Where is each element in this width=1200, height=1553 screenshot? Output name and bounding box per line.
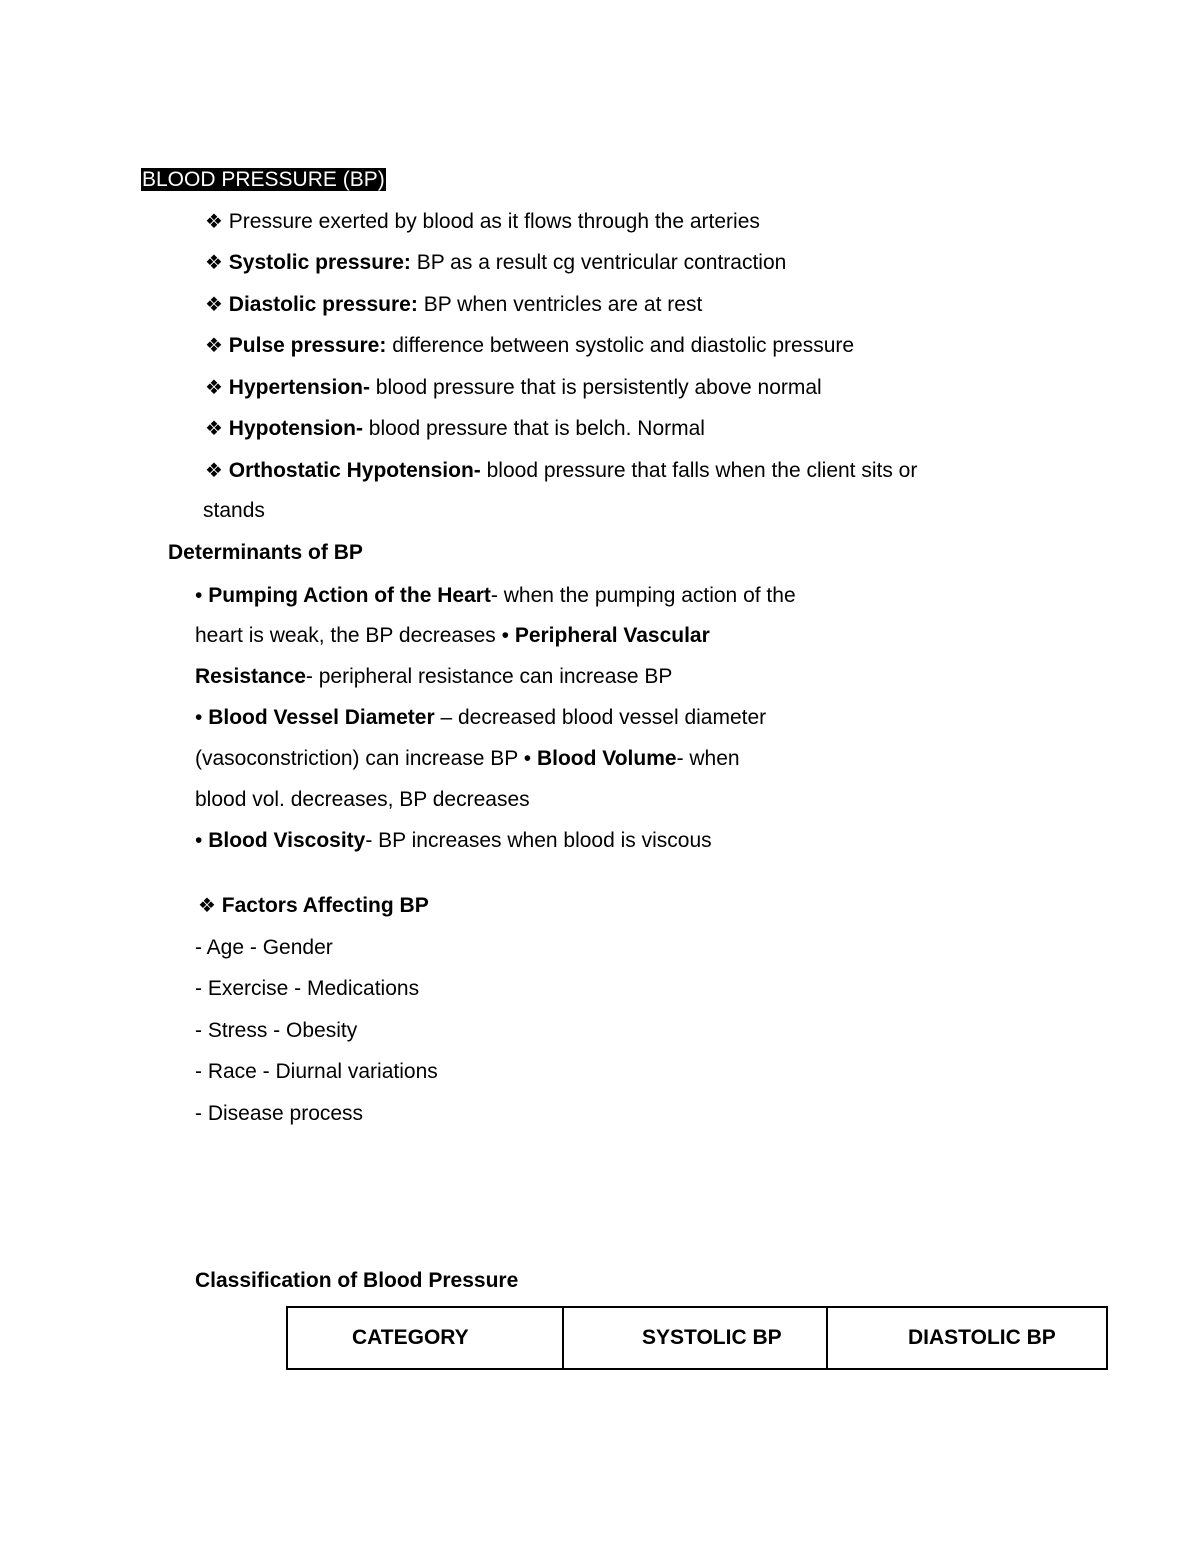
factor-item: - Stress - Obesity bbox=[195, 1019, 358, 1042]
determinant-text: heart is weak, the BP decreases bbox=[195, 624, 502, 647]
definition-text: blood pressure that is persistently above normal bbox=[369, 376, 822, 399]
determinant-line bbox=[195, 664, 672, 690]
definition-term: Systolic pressure: bbox=[228, 251, 411, 274]
bullet-glyph: • bbox=[195, 706, 209, 729]
definition-term: Pulse pressure: bbox=[228, 334, 387, 357]
factor-item: - Race - Diurnal variations bbox=[195, 1060, 438, 1083]
factors-heading-text: Factors Affecting BP bbox=[221, 894, 429, 917]
definition-item bbox=[205, 292, 702, 318]
determinant-line bbox=[195, 787, 530, 813]
definition-item bbox=[205, 458, 917, 484]
determinant-line bbox=[195, 746, 740, 772]
bullet-glyph: • bbox=[501, 624, 515, 647]
determinants-heading-text: Determinants of BP bbox=[168, 541, 363, 564]
diamond-bullet-icon: ❖ bbox=[205, 252, 223, 274]
table-header-row bbox=[287, 1307, 1107, 1369]
determinant-text: - when the pumping action of the bbox=[490, 584, 796, 607]
diamond-bullet-icon: ❖ bbox=[198, 895, 216, 917]
determinant-term: Pumping Action of the Heart bbox=[208, 584, 491, 607]
factor-item: - Disease process bbox=[195, 1102, 364, 1125]
determinant-text: - when bbox=[676, 747, 740, 770]
determinant-term: Blood Vessel Diameter bbox=[208, 706, 435, 729]
definition-term: Hypotension- bbox=[228, 417, 363, 440]
determinant-line bbox=[195, 705, 766, 731]
determinant-line bbox=[195, 828, 712, 854]
determinant-text: - peripheral resistance can increase BP bbox=[305, 665, 673, 688]
classification-heading-text: Classification of Blood Pressure bbox=[195, 1269, 519, 1292]
determinant-line bbox=[195, 583, 796, 609]
column-header-systolic: SYSTOLIC BP bbox=[563, 1307, 827, 1369]
definition-text: difference between systolic and diastolic pressure bbox=[386, 334, 855, 357]
determinant-text: - BP increases when blood is viscous bbox=[365, 829, 712, 852]
factors-heading bbox=[198, 893, 429, 919]
factor-item: - Exercise - Medications bbox=[195, 977, 420, 1000]
bullet-glyph: • bbox=[523, 747, 537, 770]
definition-continuation: stands bbox=[203, 499, 265, 522]
definition-term: Diastolic pressure: bbox=[228, 293, 418, 316]
diamond-bullet-icon: ❖ bbox=[205, 418, 223, 440]
diamond-bullet-icon: ❖ bbox=[205, 335, 223, 357]
definition-item bbox=[205, 333, 854, 359]
determinant-text: – decreased blood vessel diameter bbox=[434, 706, 767, 729]
classification-heading bbox=[195, 1268, 518, 1294]
definition-term: Orthostatic Hypotension- bbox=[228, 459, 481, 482]
page-title-text: BLOOD PRESSURE (BP) bbox=[142, 168, 385, 191]
definition-term: Hypertension- bbox=[228, 376, 370, 399]
definition-item bbox=[205, 209, 760, 235]
determinant-term: Blood Viscosity bbox=[208, 829, 366, 852]
bullet-glyph: • bbox=[195, 584, 209, 607]
definition-text: BP when ventricles are at rest bbox=[417, 293, 703, 316]
column-header-category: CATEGORY bbox=[287, 1307, 563, 1369]
determinant-term: Blood Volume bbox=[536, 747, 677, 770]
definition-item bbox=[205, 375, 822, 401]
definition-item bbox=[205, 250, 786, 276]
page-title bbox=[141, 167, 386, 193]
classification-table bbox=[286, 1306, 1108, 1370]
bullet-glyph: • bbox=[195, 829, 209, 852]
determinant-text: (vasoconstriction) can increase BP bbox=[195, 747, 524, 770]
diamond-bullet-icon: ❖ bbox=[205, 377, 223, 399]
definition-text: blood pressure that falls when the client sits or bbox=[480, 459, 918, 482]
diamond-bullet-icon: ❖ bbox=[205, 294, 223, 316]
diamond-bullet-icon: ❖ bbox=[205, 211, 223, 233]
factor-item: - Age - Gender bbox=[195, 936, 333, 959]
definition-text: Pressure exerted by blood as it flows through the arteries bbox=[228, 210, 760, 233]
determinant-text: blood vol. decreases, BP decreases bbox=[195, 788, 530, 811]
determinant-term: Resistance bbox=[195, 665, 306, 688]
determinant-term: Peripheral Vascular bbox=[514, 624, 710, 647]
definition-item bbox=[205, 416, 705, 442]
determinants-heading bbox=[168, 540, 363, 566]
definition-text: BP as a result cg ventricular contraction bbox=[410, 251, 787, 274]
diamond-bullet-icon: ❖ bbox=[205, 460, 223, 482]
definition-text: blood pressure that is belch. Normal bbox=[362, 417, 705, 440]
determinant-line bbox=[195, 623, 710, 649]
column-header-diastolic: DIASTOLIC BP bbox=[827, 1307, 1107, 1369]
